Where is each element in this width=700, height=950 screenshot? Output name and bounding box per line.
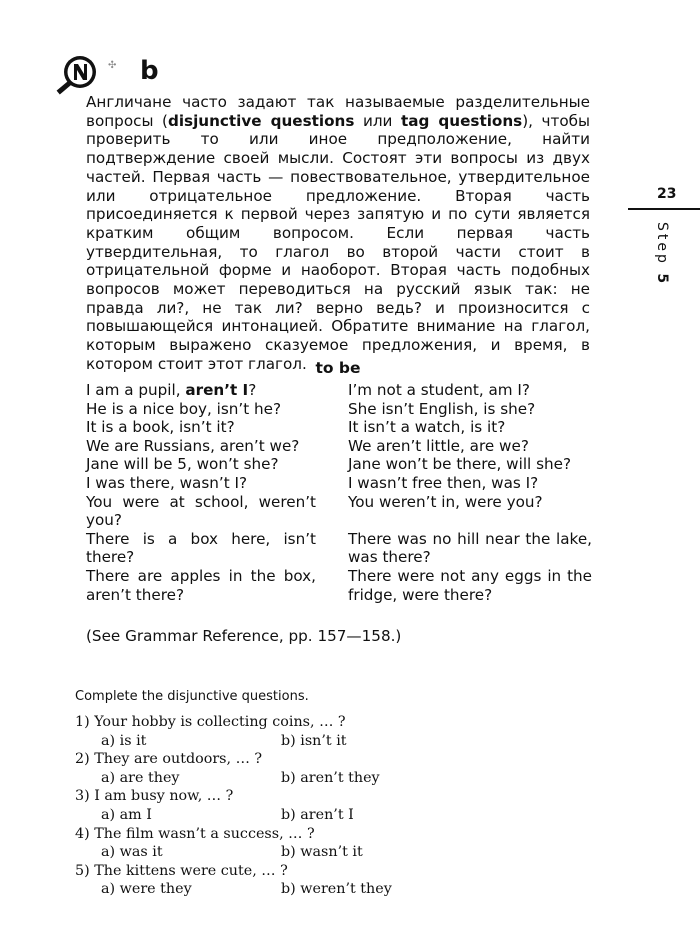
example-positive: There are apples in the box, aren’t there? — [86, 566, 316, 604]
examples-table — [86, 381, 592, 604]
example-row — [86, 493, 592, 530]
term-disjunctive-questions: disjunctive questions — [167, 111, 355, 130]
example-negative: We aren’t little, are we? — [348, 436, 529, 455]
example-row — [86, 400, 592, 419]
example-positive: There is a box here, isn’t there? — [86, 529, 316, 567]
example-row — [86, 474, 592, 493]
decorative-dots: ✣ — [108, 60, 117, 71]
example-negative: I’m not a student, am I? — [348, 381, 530, 399]
example-row — [86, 381, 592, 400]
grammar-reference: (See Grammar Reference, pp. 157—158.) — [86, 627, 402, 645]
step-number: 5 — [654, 273, 670, 284]
example-positive: We are Russians, aren’t we? — [86, 436, 300, 455]
intro-text-3: ), чтобы проверить то или иное предположение, найти подтверждение своей мысли. Состоят эти вопросы из двух частей. Первая часть — повествовательное, утвердительное или отрицательное предложение. Вторая часть присоединяется к первой через запятую и по сути является кратким общим вопросом. Если первая часть утвердительная, то глагол во второй части стоит в отрицательной форме и наоборот. Вторая часть подобных вопросов может переводиться на русский язык так: не правда ли?, не так ли? верно ведь? и произносится с повышающейся интонацией. Обратите внимание на глагол, которым выражено сказуемое предложения, и время, в котором стоит этот глагол. — [86, 111, 591, 373]
example-positive: I was there, wasn’t I? — [86, 473, 248, 492]
example-row — [86, 455, 592, 474]
example-positive: It is a book, isn’t it? — [86, 418, 235, 437]
option-b: b) aren’t they — [281, 769, 380, 786]
answer-options — [75, 843, 495, 862]
option-a: a) were they — [101, 881, 192, 898]
option-a: a) is it — [101, 732, 147, 749]
answer-options — [75, 769, 495, 788]
example-negative: Jane won’t be there, will she? — [348, 455, 572, 474]
question: 1) Your hobby is collecting coins, … ? — [75, 714, 346, 730]
page-number-rule — [628, 208, 700, 210]
question: 4) The film wasn’t a success, … ? — [75, 825, 315, 842]
question: 2) They are outdoors, … ? — [75, 751, 263, 768]
question: 5) The kittens were cute, … ? — [75, 862, 288, 879]
example-row — [86, 418, 592, 437]
example-positive: I am a pupil, aren’t I? — [86, 381, 257, 399]
example-positive: You were at school, weren’t you? — [86, 492, 316, 530]
option-a: a) am I — [101, 806, 152, 823]
example-negative: There were not any eggs in the fridge, were there? — [348, 566, 592, 604]
page-number: 23 — [657, 186, 677, 202]
option-a: a) are they — [101, 769, 180, 786]
step-word: Step — [654, 222, 670, 266]
example-negative: She isn’t English, is she? — [348, 399, 536, 418]
intro-text-2: или — [354, 111, 401, 130]
option-a: a) was it — [101, 844, 163, 861]
option-b: b) wasn’t it — [281, 844, 363, 861]
step-label — [654, 222, 670, 283]
example-negative: I wasn’t free then, was I? — [348, 473, 539, 492]
intro-paragraph — [86, 93, 590, 374]
answer-options — [75, 806, 495, 825]
example-row — [86, 437, 592, 456]
answer-options — [75, 880, 495, 899]
term-tag-questions: tag questions — [401, 111, 523, 130]
question: 3) I am busy now, … ? — [75, 788, 234, 805]
example-negative: It isn’t a watch, is it? — [348, 418, 506, 437]
example-positive: He is a nice boy, isn’t he? — [86, 399, 282, 418]
example-negative: You weren’t in, were you? — [348, 492, 543, 511]
example-negative: There was no hill near the lake, was there? — [348, 529, 592, 567]
example-row — [86, 567, 592, 604]
option-b: b) weren’t they — [281, 881, 392, 898]
answer-options — [75, 732, 495, 751]
task-instruction: Complete the disjunctive questions. — [75, 689, 309, 704]
exercise-list — [75, 713, 495, 899]
intro-text-1: Англичане часто задают так называемые разделительные вопросы ( — [86, 93, 590, 130]
option-b: b) aren’t I — [281, 806, 354, 823]
example-positive: Jane will be 5, won’t she? — [86, 455, 279, 474]
logo-letter: b — [140, 56, 157, 86]
section-title: to be — [315, 359, 361, 377]
option-b: b) isn’t it — [281, 732, 347, 749]
example-row — [86, 530, 592, 567]
